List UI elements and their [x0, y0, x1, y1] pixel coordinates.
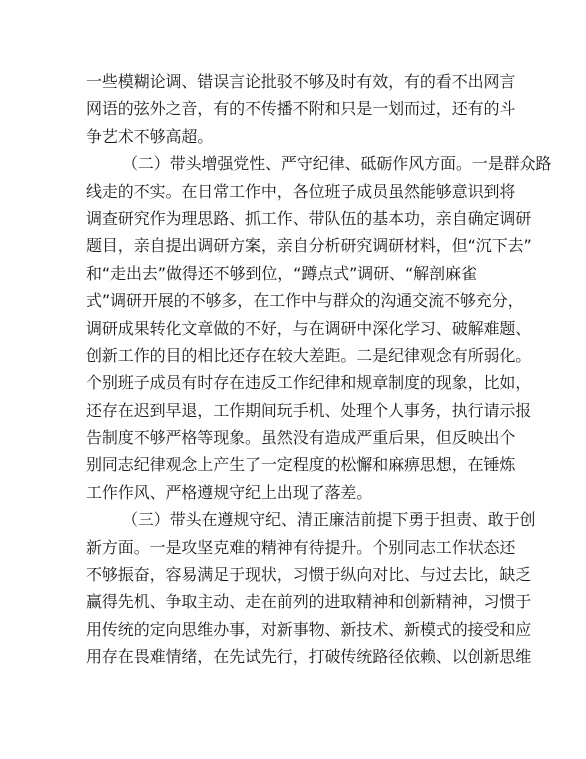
- text-line: 线走的不实。在日常工作中，各位班子成员虽然能够意识到将: [86, 181, 516, 201]
- document-body: [86, 68, 552, 671]
- text-line: 赢得先机、争取主动、走在前列的进取精神和创新精神，习惯于: [86, 592, 532, 612]
- text-line: 别同志纪律观念上产生了一定程度的松懈和麻痹思想，在锤炼: [86, 455, 516, 475]
- text-line: 争艺术不够高超。: [86, 126, 214, 146]
- text-line: （三）带头在遵规守纪、清正廉洁前提下勇于担责、敢于创: [122, 510, 536, 530]
- text-line: 个别班子成员有时存在违反工作纪律和规章制度的现象，比如，: [86, 373, 532, 393]
- text-line: 网语的弦外之音，有的不传播不附和只是一划而过，还有的斗: [86, 99, 516, 119]
- text-line: 工作作风、严格遵规守纪上出现了落差。: [86, 482, 373, 502]
- text-line: 用传统的定向思维办事，对新事物、新技术、新模式的接受和应: [86, 619, 532, 639]
- text-line: 式”调研开展的不够多，在工作中与群众的沟通交流不够充分，: [86, 291, 524, 311]
- text-line: 一些模糊论调、错误言论批驳不够及时有效，有的看不出网言: [86, 72, 516, 91]
- text-line: 用存在畏难情绪，在先试先行，打破传统路径依赖、以创新思维: [86, 647, 532, 667]
- text-line: 题目，亲自提出调研方案，亲自分析研究调研材料，但“沉下去”: [86, 236, 532, 256]
- text-line: 还存在迟到早退，工作期间玩手机、处理个人事务，执行请示报: [86, 400, 532, 420]
- text-line: 创新工作的目的相比还存在较大差距。二是纪律观念有所弱化。: [86, 345, 532, 365]
- text-line: （二）带头增强党性、严守纪律、砥砺作风方面。一是群众路: [122, 154, 552, 174]
- text-line: 新方面。一是攻坚克难的精神有待提升。个别同志工作状态还: [86, 537, 516, 557]
- text-line: 调查研究作为理思路、抓工作、带队伍的基本功，亲自确定调研: [86, 208, 532, 228]
- text-line: 和“走出去”做得还不够到位，“蹲点式”调研、“解剖麻雀: [86, 263, 477, 283]
- text-line: 告制度不够严格等现象。虽然没有造成严重后果，但反映出个: [86, 428, 516, 448]
- text-line: 不够振奋，容易满足于现状，习惯于纵向对比、与过去比，缺乏: [86, 565, 532, 585]
- text-line: 调研成果转化文章做的不好，与在调研中深化学习、破解难题、: [86, 318, 532, 338]
